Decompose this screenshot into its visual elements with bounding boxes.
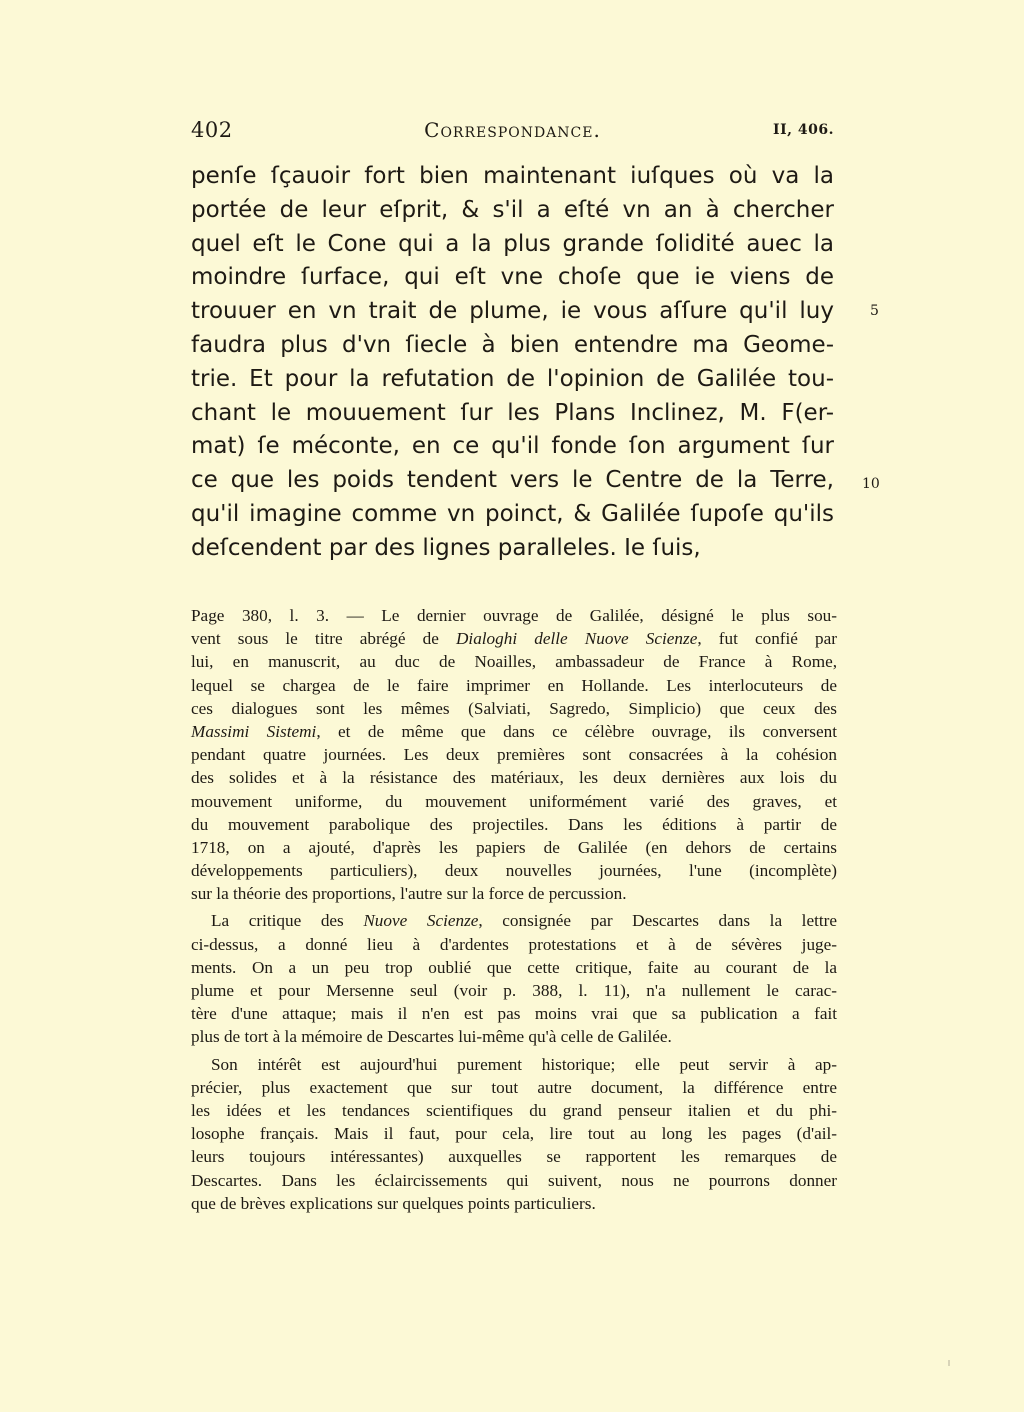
italic-title: Massimi Sistemi (191, 721, 317, 741)
footnote-line (191, 1076, 837, 1099)
footnote-text: vent sous le titre abrégé de (191, 629, 456, 649)
main-text-line: portée de leur eſprit, & s'il a eſté vn an à chercher (191, 196, 834, 223)
footnote-line (191, 1002, 837, 1025)
main-text-line: ce que les poids tendent vers le Centre de la Terre, (191, 467, 834, 494)
footnote-line (191, 1099, 837, 1122)
footnote-line (191, 933, 837, 956)
footnote-text: plume et pour Mersenne seul (voir p. 388, l. 11), n'a nullement le carac- (191, 981, 837, 1000)
volume-reference: II, 406. (773, 122, 834, 138)
running-title: Correspondance. (424, 118, 601, 142)
footnote-text: développements particuliers), deux nouvelles journées, l'une (incomplète) (191, 861, 837, 881)
page-number: 402 (191, 118, 233, 142)
footnote-line (191, 604, 837, 627)
footnote-paragraph (191, 909, 837, 1048)
footnote-text: ces dialogues sont les mêmes (Salviati, Sagredo, Simplicio) que ceux des (191, 698, 837, 718)
footnote-line (191, 1169, 837, 1192)
footnote-line (191, 956, 837, 979)
footnote-text: , consignée par Descartes dans la lettre (478, 911, 837, 931)
footnote-paragraph (191, 604, 837, 905)
main-text-line: mat) ſe méconte, en ce qu'il fonde ſon argument ſur (191, 433, 834, 460)
footnote-text: leurs toujours intéressantes) auxquelles se rapportent les remarques de (191, 1147, 837, 1167)
footnote-line (191, 1122, 837, 1145)
footnote-text: tère d'une attaque; mais il n'en est pas moins vrai que sa publication a fait (191, 1004, 837, 1024)
footnote-line (191, 909, 837, 932)
footnote-text: précier, plus exactement que sur tout autre document, la différence entre (191, 1077, 837, 1097)
footnote-text: que de brèves explications sur quelques points particuliers. (191, 1193, 596, 1213)
scan-mark (948, 1360, 950, 1366)
footnote-text: les idées et les tendances scientifiques du grand penseur italien et du phi- (191, 1100, 837, 1120)
footnote-text: lui, en manuscrit, au duc de Noailles, ambassadeur de France à Rome, (191, 652, 837, 672)
main-text-line: trouuer en vn trait de plume, ie vous aſſure qu'il luy (191, 298, 834, 325)
footnote-text: des solides et à la résistance des matériaux, les deux dernières aux lois du (191, 768, 837, 788)
footnote-line (191, 859, 837, 882)
main-text-line: deſcendent par des lignes paralleles. Ie ſuis, (191, 534, 701, 561)
running-head (191, 116, 834, 146)
footnote-text: du mouvement parabolique des projectiles. Dans les éditions à partir de (191, 814, 837, 834)
main-text-line: chant le mouuement ſur les Plans Inclinez, M. F(er- (191, 399, 834, 426)
footnote-line (191, 979, 837, 1002)
line-number-10: 10 (862, 476, 880, 492)
footnote-text: mouvement uniforme, du mouvement uniformément varié des graves, et (191, 791, 837, 811)
italic-title: Dialoghi delle Nuove Scienze (456, 629, 698, 649)
footnote-text: lequel se chargea de le faire imprimer en Hollande. Les interlocuteurs de (191, 675, 837, 695)
main-text-line: faudra plus d'vn ſiecle à bien entendre ma Geome- (191, 331, 834, 358)
main-text-line: trie. Et pour la refutation de l'opinion de Galilée tou- (191, 365, 834, 392)
footnote-text: losophe français. Mais il faut, pour cela, lire tout au long les pages (d'ail- (191, 1124, 837, 1144)
footnote-text: La critique des (211, 911, 364, 931)
line-number-5: 5 (870, 303, 879, 319)
footnote-line (191, 1145, 837, 1168)
footnote-text: sur la théorie des proportions, l'autre sur la force de percussion. (191, 884, 627, 904)
footnote-text: Page 380, l. 3. — Le dernier ouvrage de Galilée, désigné le plus sou- (191, 606, 837, 625)
footnote-line (191, 813, 837, 836)
footnote-paragraph (191, 1053, 837, 1215)
footnote-text: , fut confié par (697, 629, 837, 649)
footnote-line (191, 743, 837, 766)
footnote-text: pendant quatre journées. Les deux premières sont consacrées à la cohésion (191, 745, 837, 765)
footnotes (191, 604, 837, 1215)
footnote-line (191, 720, 837, 743)
footnote-line (191, 650, 837, 673)
main-text-line: moindre ſurface, qui eſt vne choſe que ie viens de (191, 264, 834, 291)
footnote-line (191, 1053, 837, 1076)
main-text (191, 160, 834, 566)
footnote-text: Son intérêt est aujourd'hui purement historique; elle peut servir à ap- (211, 1054, 837, 1074)
main-text-line: quel eſt le Cone qui a la plus grande ſolidité auec la (191, 230, 834, 257)
footnote-line (191, 836, 837, 859)
footnote-line (191, 882, 837, 905)
footnote-text: , et de même que dans ce célèbre ouvrage, ils conversent (316, 721, 837, 741)
footnote-line (191, 790, 837, 813)
main-text-line: qu'il imagine comme vn poinct, & Galilée ſupoſe qu'ils (191, 500, 834, 527)
footnote-line (191, 766, 837, 789)
footnote-line (191, 1025, 837, 1048)
footnote-text: ci-dessus, a donné lieu à d'ardentes protestations et à de sévères juge- (191, 934, 837, 954)
footnote-text: Descartes. Dans les éclaircissements qui suivent, nous ne pourrons donner (191, 1170, 837, 1190)
main-text-line: penſe ſçauoir fort bien maintenant iuſques où va la (191, 163, 834, 189)
footnote-text: ments. On a un peu trop oublié que cette critique, faite au courant de la (191, 957, 837, 977)
footnote-line (191, 1192, 837, 1215)
footnote-text: plus de tort à la mémoire de Descartes lui-même qu'à celle de Galilée. (191, 1027, 672, 1047)
footnote-line (191, 627, 837, 650)
footnote-line (191, 697, 837, 720)
italic-title: Nuove Scienze (363, 911, 479, 931)
footnote-line (191, 674, 837, 697)
footnote-text: 1718, on a ajouté, d'après les papiers de Galilée (en dehors de certains (191, 837, 837, 857)
